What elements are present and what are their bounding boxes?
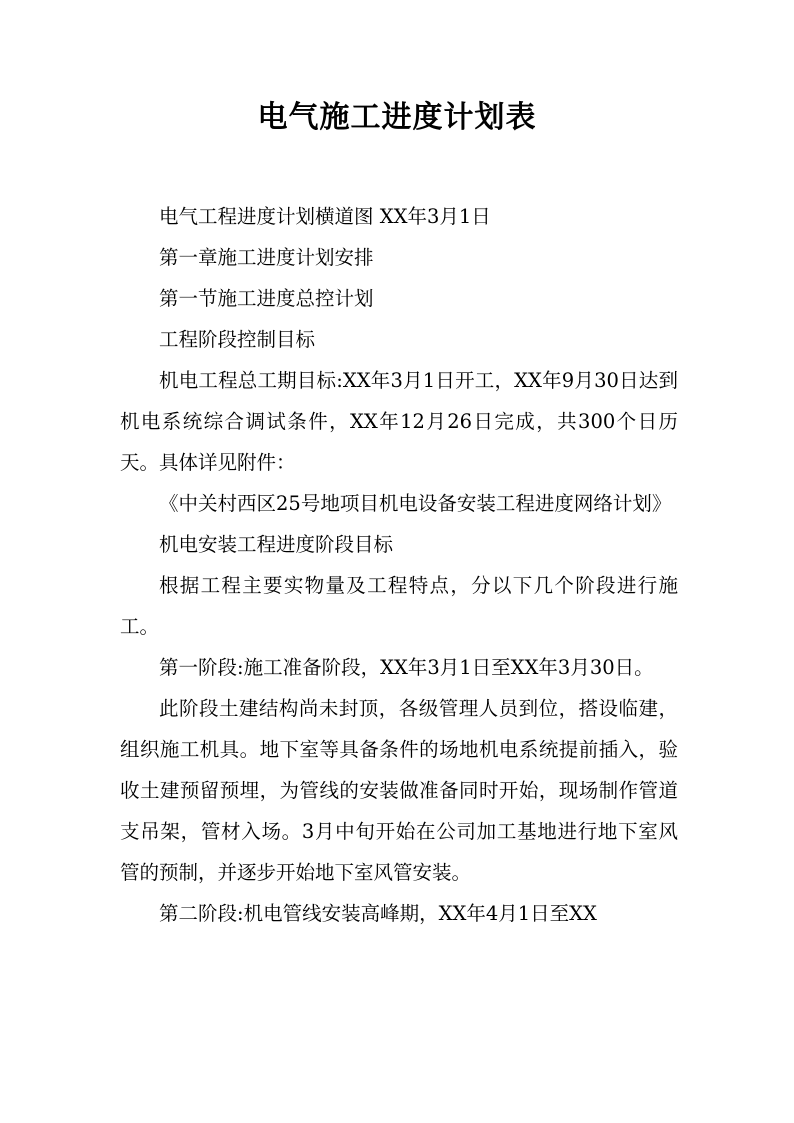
paragraph-heading-gantt: 电气工程进度计划横道图 XX年3月1日 bbox=[159, 205, 491, 228]
paragraph-total-duration: 机电工程总工期目标:XX年3月1日开工，XX年9月30日达到机电系统综合调试条件，XX年12月26日完成，共300个日历天。具体详见附件： bbox=[120, 369, 678, 474]
document-body bbox=[120, 196, 678, 934]
paragraph-stage-division: 根据工程主要实物量及工程特点，分以下几个阶段进行施工。 bbox=[120, 574, 678, 638]
paragraph-stage-targets: 工程阶段控制目标 bbox=[159, 328, 316, 351]
paragraph-chapter-title: 第一章施工进度计划安排 bbox=[159, 246, 374, 269]
paragraph-phase-one-detail: 此阶段土建结构尚未封顶，各级管理人员到位，搭设临建，组织施工机具。地下室等具备条件的场地机电系统提前插入，验收土建预留预埋，为管线的安装做准备同时开始，现场制作管道支吊架，管材入场。3月中旬开始在公司加工基地进行地下室风管的预制，并逐步开始地下室风管安装。 bbox=[120, 697, 678, 884]
paragraph-attachment-name: 《中关村西区25号地项目机电设备安装工程进度网络计划》 bbox=[159, 492, 672, 515]
paragraph-install-stage-targets: 机电安装工程进度阶段目标 bbox=[159, 533, 394, 556]
paragraph-phase-one: 第一阶段:施工准备阶段，XX年3月1日至XX年3月30日。 bbox=[159, 656, 654, 679]
paragraph-section-title: 第一节施工进度总控计划 bbox=[159, 287, 374, 310]
document-title: 电气施工进度计划表 bbox=[257, 100, 537, 135]
paragraph-phase-two: 第二阶段:机电管线安装高峰期，XX年4月1日至XX bbox=[159, 902, 597, 925]
